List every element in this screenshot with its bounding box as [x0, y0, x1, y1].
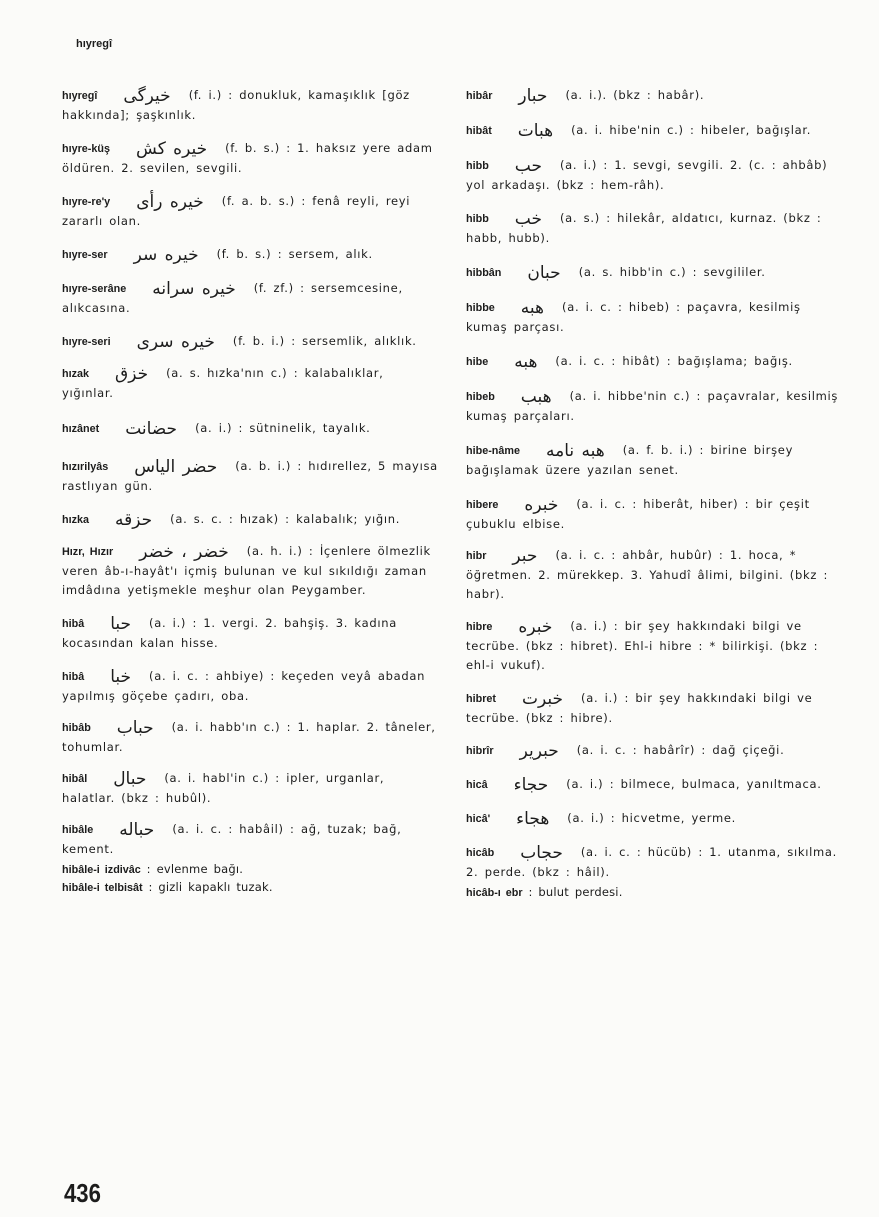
- entry-headword: hicâb: [466, 847, 495, 859]
- entry-definition: (f. b. s.) : sersem, alık.: [216, 247, 373, 261]
- entry-headword: hızânet: [62, 423, 100, 435]
- entry-headword: hibâle-i telbisât: [62, 882, 143, 894]
- dictionary-entry: [62, 510, 438, 530]
- entry-headword: hıyre-küş: [62, 143, 111, 155]
- entry-definition: (f. a. b. s.) : fenâ reyli, reyi zararlı olan.: [62, 194, 411, 228]
- entry-headword: hibe-nâme: [466, 445, 520, 457]
- entry-definition: : evlenme bağı.: [146, 862, 244, 876]
- entry-definition: (f. i.) : donukluk, kamaşıklık [göz hakkında]; şaşkınlık.: [62, 88, 410, 122]
- entry-headword: hicâ: [466, 779, 488, 791]
- dictionary-entry: [62, 769, 438, 808]
- entry-arabic-script: خیره رأی: [136, 192, 204, 212]
- entry-headword: hıyre-serâne: [62, 283, 127, 295]
- entry-definition: (a. s. hızka'nın c.) : kalabalıklar, yığınlar.: [62, 366, 384, 400]
- dictionary-entry: [466, 775, 844, 795]
- entry-arabic-script: حبال: [113, 769, 147, 789]
- entry-arabic-script: حب: [514, 156, 542, 176]
- dictionary-entry: [466, 156, 844, 195]
- dictionary-entry: [466, 884, 844, 901]
- entry-arabic-script: حبان: [527, 263, 561, 283]
- entry-headword: hıyre-re'y: [62, 196, 111, 208]
- entry-headword: hızka: [62, 514, 90, 526]
- dictionary-entry: [466, 809, 844, 829]
- dictionary-entry: [62, 667, 438, 706]
- running-head: hıyregî: [76, 38, 113, 50]
- entry-definition: (a. i. c. : hücüb) : 1. utanma, sıkılma. 2. perde. (bkz : hâil).: [466, 845, 838, 879]
- entry-definition: (a. i. c. : hibât) : bağışlama; bağış.: [555, 354, 793, 368]
- entry-headword: hibâ: [62, 618, 85, 630]
- entry-definition: (a. b. i.) : hıdırellez, 5 mayısa rastlıyan gün.: [62, 459, 438, 493]
- dictionary-entry: [62, 332, 438, 352]
- entry-arabic-script: حبر: [512, 546, 538, 566]
- entry-headword: hibeb: [466, 391, 495, 403]
- entry-definition: (a. i.) : 1. sevgi, sevgili. 2. (c. : ahbâb) yol arkadaşı. (bkz : hem-râh).: [466, 158, 828, 192]
- entry-definition: (a. i. habb'ın c.) : 1. haplar. 2. tâneler, tohumlar.: [62, 720, 436, 754]
- dictionary-entry: [62, 245, 438, 265]
- entry-headword: hibâle: [62, 824, 94, 836]
- entry-arabic-script: خضر ، خضر: [139, 542, 229, 562]
- entry-arabic-script: خبره: [524, 495, 559, 515]
- entry-headword: hibr: [466, 550, 487, 562]
- entry-arabic-script: حبار: [518, 86, 548, 106]
- entry-arabic-script: خبا: [110, 667, 132, 687]
- dictionary-entry: [466, 843, 844, 882]
- entry-headword: hibret: [466, 693, 496, 705]
- entry-arabic-script: خبره: [518, 617, 553, 637]
- entry-arabic-script: حجاب: [520, 843, 563, 863]
- entry-definition: (a. i. c. : ahbâr, hubûr) : 1. hoca, * öğretmen. 2. mürekkep. 3. Yahudî âlimi, bilgini. (bkz : habr).: [466, 548, 829, 601]
- entry-headword: hibâ: [62, 671, 85, 683]
- dictionary-entry: [62, 86, 438, 125]
- entry-headword: hibere: [466, 499, 499, 511]
- dictionary-entry: [466, 741, 844, 761]
- entry-headword: hibrîr: [466, 745, 494, 757]
- dictionary-entry: [62, 279, 438, 318]
- entry-headword: hızırilyâs: [62, 461, 109, 473]
- entry-definition: (a. i. c. : hiberât, hiber) : bir çeşit çubuklu elbise.: [466, 497, 810, 531]
- entry-definition: (a. s. c. : hızak) : kalabalık; yığın.: [170, 512, 401, 526]
- entry-arabic-script: خزق: [115, 364, 149, 384]
- dictionary-entry: [62, 614, 438, 653]
- entry-headword: hicâ': [466, 813, 491, 825]
- entry-arabic-script: خیره کش: [136, 139, 208, 159]
- entry-definition: (a. f. b. i.) : birine birşey bağışlamak üzere yazılan senet.: [466, 443, 794, 477]
- entry-definition: (a. i.) : bilmece, bulmaca, yanıltmaca.: [566, 777, 822, 791]
- entry-definition: (a. i.) : bir şey hakkındaki bilgi ve tecrübe. (bkz : hibret). Ehl-i hibre : * bilirkişi. (bkz : ehl-i vukuf).: [466, 619, 819, 672]
- entry-arabic-script: حبا: [110, 614, 132, 634]
- entry-arabic-script: حزقه: [115, 510, 153, 530]
- entry-arabic-script: هجاء: [516, 809, 550, 829]
- dictionary-entry: [466, 298, 844, 337]
- entry-definition: (a. s. hibb'in c.) : sevgililer.: [578, 265, 766, 279]
- entry-definition: (a. h. i.) : İçenlere ölmezlik veren âb-ı-hayât'ı içmiş bulunan ve kul sıkıldığı zaman imdâdına yetişmekle meşhur olan Peygamber.: [62, 544, 431, 597]
- entry-arabic-script: خیره سرانه: [152, 279, 236, 299]
- entry-definition: (a. s.) : hilekâr, aldatıcı, kurnaz. (bkz : habb, hubb).: [466, 211, 822, 245]
- entry-arabic-script: هبه نامه: [546, 441, 605, 461]
- entry-arabic-script: هبه: [514, 352, 538, 372]
- entry-headword: Hızr, Hızır: [62, 546, 114, 558]
- entry-headword: hibâb: [62, 722, 91, 734]
- page-number: 436: [64, 1178, 101, 1208]
- entry-arabic-script: خبرت: [522, 689, 564, 709]
- entry-definition: (a. i. hibbe'nin c.) : paçavralar, kesilmiş kumaş parçaları.: [466, 389, 839, 423]
- dictionary-entry: [466, 86, 844, 106]
- entry-definition: (a. i. c. : habâil) : ağ, tuzak; bağ, kement.: [62, 822, 402, 856]
- entry-headword: hıyre-seri: [62, 336, 111, 348]
- dictionary-entry: [62, 419, 438, 439]
- entry-arabic-script: حبریر: [519, 741, 559, 761]
- entry-arabic-script: خیرگی: [123, 86, 171, 106]
- entry-headword: hicâb-ı ebr: [466, 887, 523, 899]
- entry-definition: (a. i. c. : ahbiye) : keçeden veyâ abadan yapılmış göçebe çadırı, oba.: [62, 669, 426, 703]
- dictionary-entry: [62, 879, 438, 896]
- dictionary-entry: [466, 617, 844, 675]
- entry-arabic-script: هبب: [520, 387, 552, 407]
- dictionary-entry: [62, 364, 438, 403]
- entry-arabic-script: هبه: [520, 298, 545, 318]
- entry-arabic-script: خیره سر: [133, 245, 199, 265]
- entry-headword: hibâr: [466, 90, 493, 102]
- entry-arabic-script: حباله: [119, 820, 155, 840]
- entry-headword: hızak: [62, 368, 90, 380]
- entry-definition: (a. i. habl'in c.) : ipler, urganlar, halatlar. (bkz : hubûl).: [62, 771, 385, 805]
- right-column: [466, 86, 844, 901]
- entry-arabic-script: حجاء: [513, 775, 549, 795]
- entry-definition: (a. i. c. : habârîr) : dağ çiçeği.: [576, 743, 785, 757]
- dictionary-entry: [62, 820, 438, 859]
- dictionary-entry: [466, 121, 844, 141]
- entry-arabic-script: حضر الیاس: [134, 457, 218, 477]
- dictionary-entry: [466, 546, 844, 604]
- entry-headword: hibâle-i izdivâc: [62, 864, 141, 876]
- entry-headword: hibb: [466, 160, 489, 172]
- dictionary-entry: [62, 718, 438, 757]
- entry-definition: : gizli kapaklı tuzak.: [148, 880, 273, 894]
- entry-definition: (a. i. hibe'nin c.) : hibeler, bağışlar.: [571, 123, 812, 137]
- dictionary-entry: [466, 263, 844, 283]
- entry-arabic-script: خیره سری: [136, 332, 215, 352]
- entry-definition: (a. i. c. : hibeb) : paçavra, kesilmiş kumaş parçası.: [466, 300, 801, 334]
- entry-definition: (f. zf.) : sersemcesine, alıkcasına.: [62, 281, 403, 315]
- entry-arabic-script: حضانت: [125, 419, 178, 439]
- dictionary-entry: [62, 861, 438, 878]
- dictionary-entry: [466, 495, 844, 534]
- entry-headword: hibe: [466, 356, 489, 368]
- dictionary-entry: [466, 441, 844, 480]
- entry-arabic-script: خب: [514, 209, 542, 229]
- entry-definition: (a. i.) : sütninelik, tayalık.: [195, 421, 371, 435]
- dictionary-entry: [62, 139, 438, 178]
- entry-headword: hibbe: [466, 302, 495, 314]
- dictionary-entry: [62, 542, 438, 600]
- entry-headword: hıyregî: [62, 90, 98, 102]
- entry-headword: hibbân: [466, 267, 502, 279]
- entry-headword: hibb: [466, 213, 489, 225]
- dictionary-entry: [62, 457, 438, 496]
- entry-headword: hibre: [466, 621, 493, 633]
- entry-definition: (a. i.) : hicvetme, yerme.: [567, 811, 736, 825]
- entry-arabic-script: حباب: [116, 718, 154, 738]
- dictionary-entry: [62, 192, 438, 231]
- dictionary-entry: [466, 387, 844, 426]
- left-column: [62, 86, 438, 896]
- entry-headword: hıyre-ser: [62, 249, 108, 261]
- entry-arabic-script: هبات: [517, 121, 554, 141]
- entry-definition: (f. b. s.) : 1. haksız yere adam öldüren. 2. sevilen, sevgili.: [62, 141, 433, 175]
- dictionary-entry: [466, 689, 844, 728]
- entry-definition: (f. b. i.) : sersemlik, alıklık.: [232, 334, 417, 348]
- entry-definition: (a. i.). (bkz : habâr).: [565, 88, 705, 102]
- dictionary-entry: [466, 352, 844, 372]
- entry-definition: (a. i.) : 1. vergi. 2. bahşiş. 3. kadına kocasından kalan hisse.: [62, 616, 397, 650]
- entry-headword: hibât: [466, 125, 492, 137]
- entry-headword: hibâl: [62, 773, 88, 785]
- dictionary-entry: [466, 209, 844, 248]
- entry-definition: (a. i.) : bir şey hakkındaki bilgi ve tecrübe. (bkz : hibre).: [466, 691, 813, 725]
- entry-definition: : bulut perdesi.: [528, 885, 623, 899]
